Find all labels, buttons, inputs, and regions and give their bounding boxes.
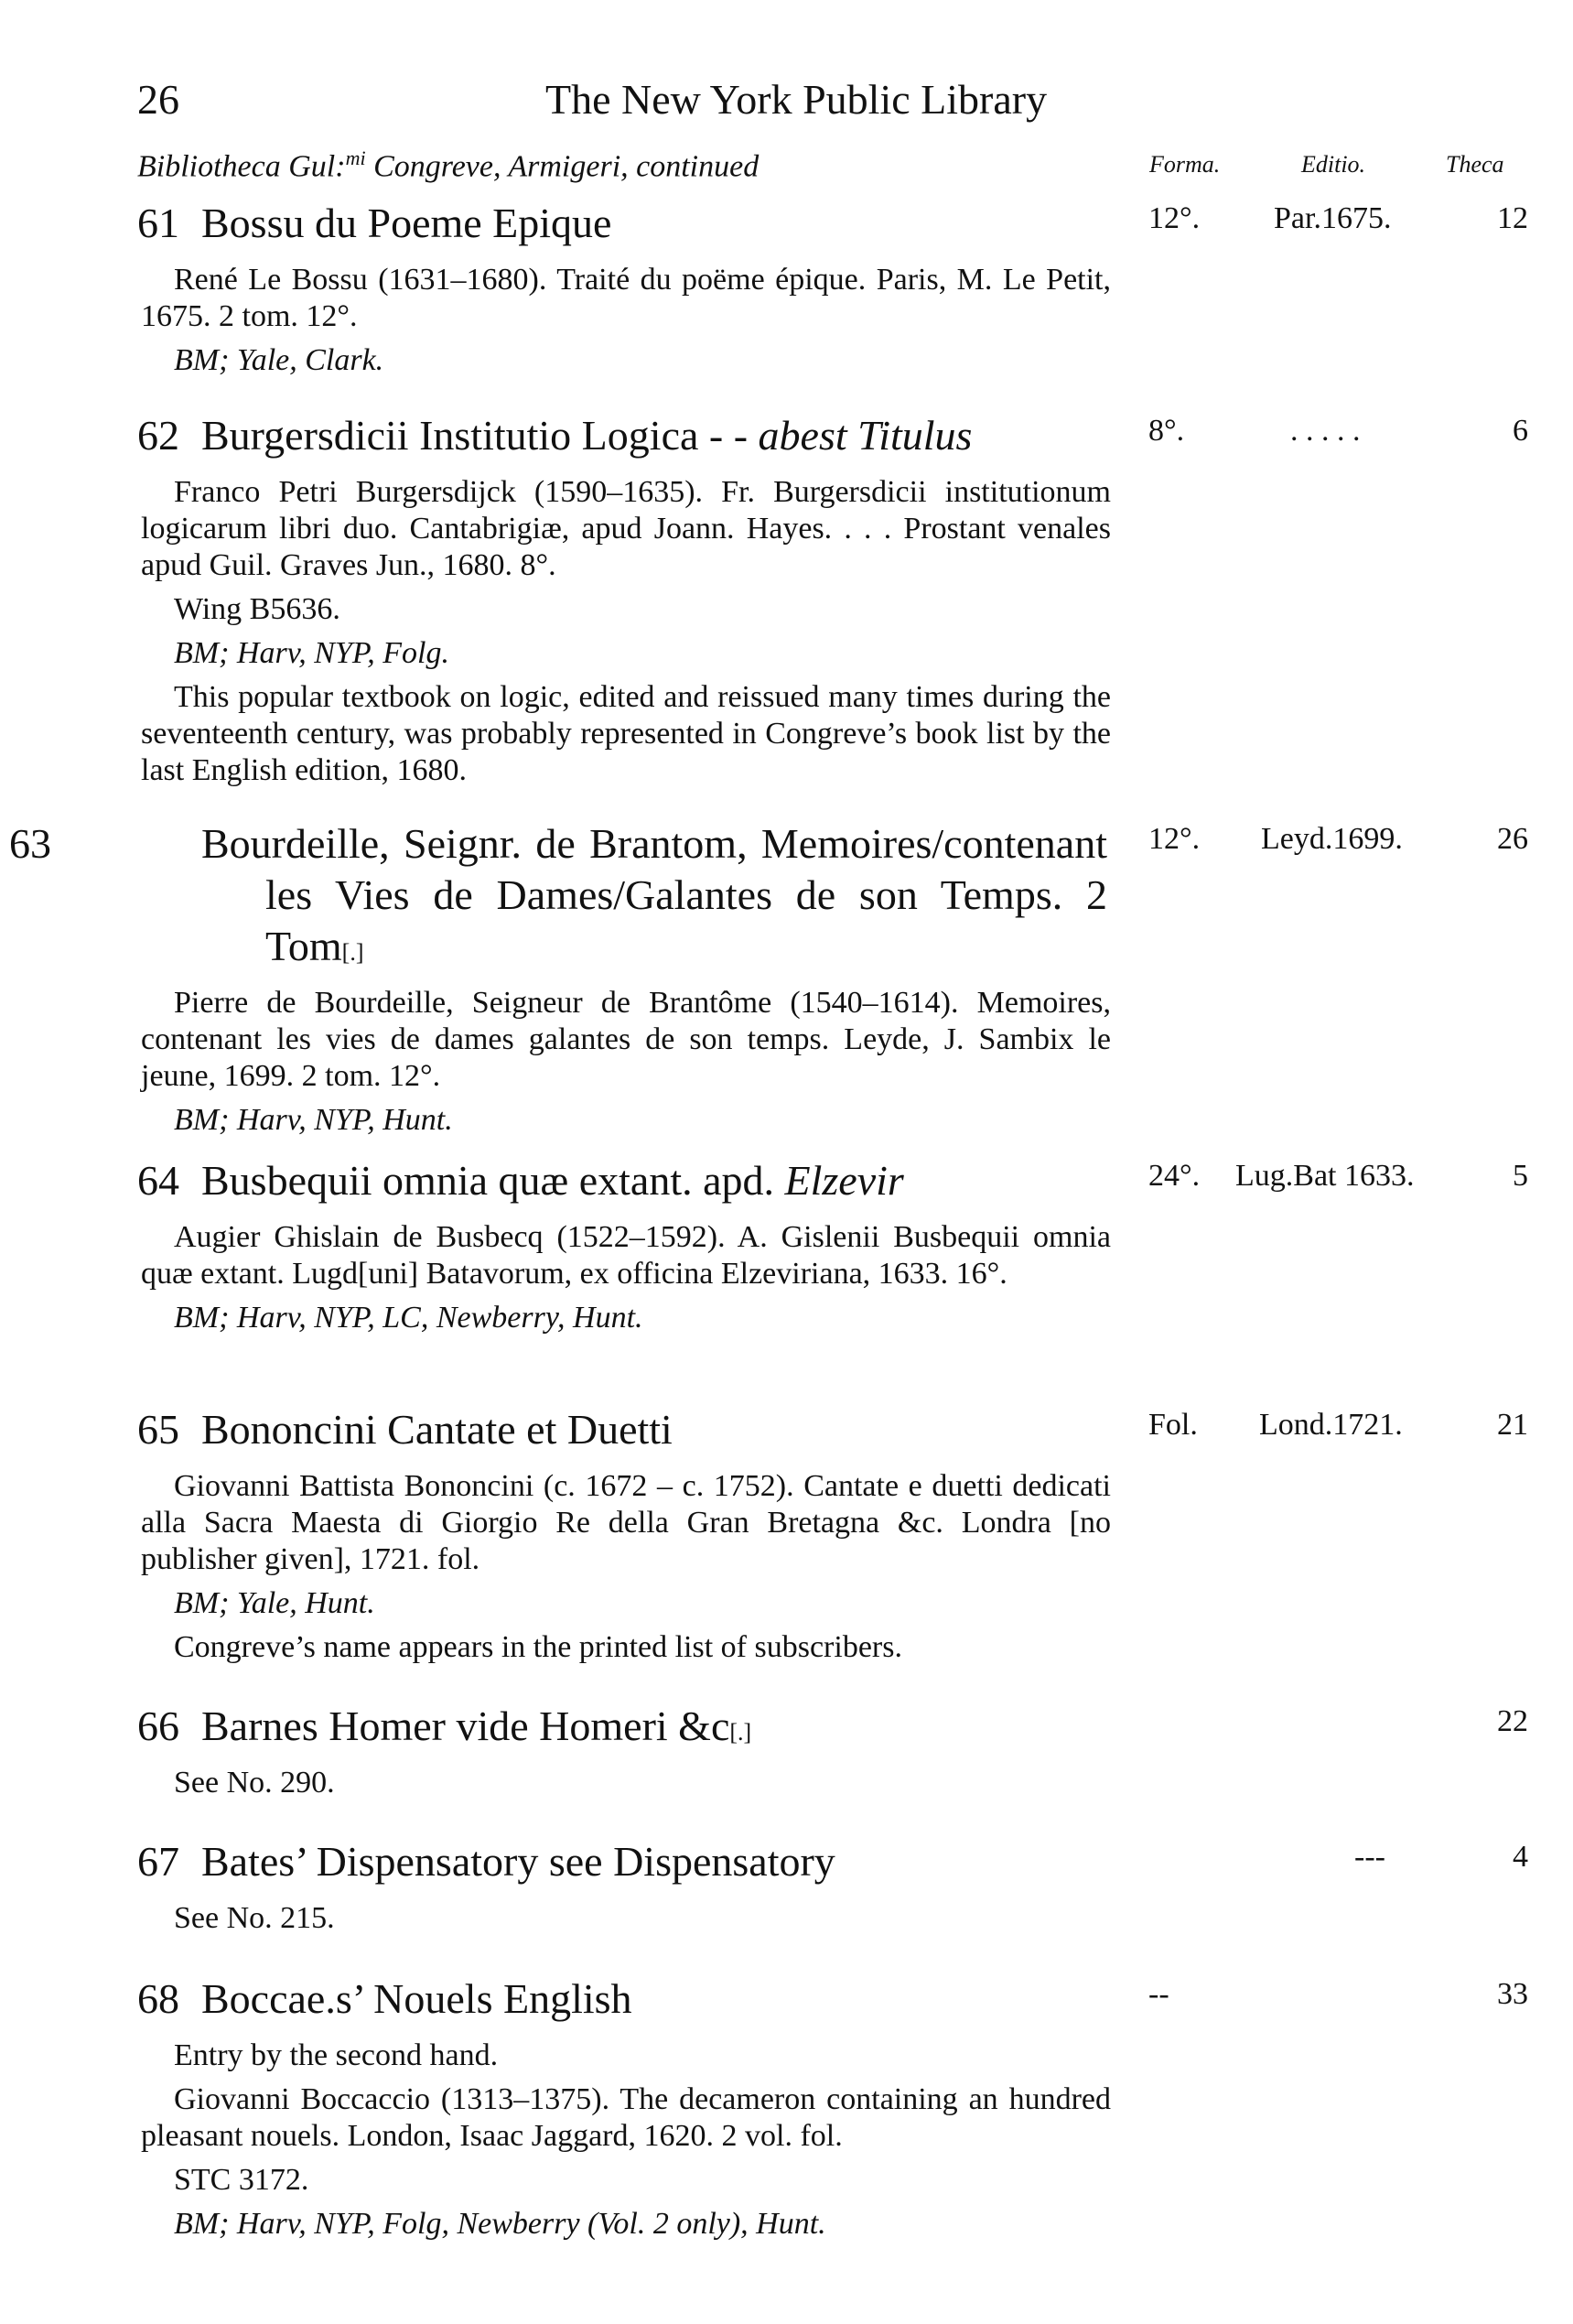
entry-description: René Le Bossu (1631–1680). Traité du poëme épique. Paris, M. Le Petit, 1675. 2 tom. 12°. xyxy=(141,263,1111,333)
entry-title xyxy=(9,818,1107,978)
entry-title-bracket: [.] xyxy=(729,1719,752,1746)
entry-reference: Wing B5636. xyxy=(174,592,340,626)
entry-editio: Par.1675. xyxy=(1274,201,1392,235)
entry-title xyxy=(137,410,1107,461)
catalog-entry-62 xyxy=(137,410,1565,789)
column-heading-forma: Forma. xyxy=(1149,151,1221,178)
continuation-prefix: Bibliotheca Gul: xyxy=(137,149,346,184)
entry-editio: Lug.Bat 1633. xyxy=(1235,1159,1415,1193)
entry-editio: . . . . . xyxy=(1290,414,1361,448)
entry-title-bracket: [.] xyxy=(341,939,364,966)
entry-number: 64 xyxy=(137,1157,179,1204)
entry-number: 62 xyxy=(137,412,179,459)
entry-description: Franco Petri Burgersdijck (1590–1635). Fr. Burgersdicii institutionum logicarum libri duo. Cantabrigiæ, apud Joann. Hayes. . . . Prostant venales apud Guil. Graves Jun., 1680. 8°. xyxy=(141,475,1111,582)
entry-theca: 6 xyxy=(1513,414,1528,448)
entry-editio: --- xyxy=(1354,1840,1385,1874)
catalog-entry-67 xyxy=(137,1836,1565,1937)
entry-holdings: BM; Harv, NYP, Folg. xyxy=(174,636,449,670)
entry-holdings: BM; Yale, Hunt. xyxy=(174,1586,375,1620)
continuation-heading xyxy=(137,146,759,184)
entry-title-text: Busbequii omnia quæ extant. apd. xyxy=(201,1157,785,1204)
entry-title xyxy=(137,198,1107,249)
entry-number: 65 xyxy=(137,1406,179,1453)
entry-description: Giovanni Boccaccio (1313–1375). The decameron containing an hundred pleasant nouels. London, Isaac Jaggard, 1620. 2 vol. fol. xyxy=(141,2082,1111,2153)
entry-title-text: Bononcini Cantate et Duetti xyxy=(201,1406,673,1453)
entry-number: 63 xyxy=(9,820,51,867)
entry-title xyxy=(137,1973,1107,2025)
entry-holdings: BM; Harv, NYP, Hunt. xyxy=(174,1103,453,1137)
entry-holdings: BM; Harv, NYP, Folg, Newberry (Vol. 2 only), Hunt. xyxy=(174,2207,826,2241)
entry-theca: 21 xyxy=(1497,1408,1528,1442)
entry-number: 66 xyxy=(137,1702,179,1749)
entry-description: Giovanni Battista Bononcini (c. 1672 – c. 1752). Cantate e duetti dedicati alla Sacra Maesta di Giorgio Re della Gran Bretagna &c. Londra [no publisher given], 1721. fol. xyxy=(141,1469,1111,1576)
catalog-entry-64 xyxy=(137,1155,1565,1336)
entry-number: 61 xyxy=(137,200,179,246)
catalog-entry-68 xyxy=(137,1973,1565,2243)
entry-theca: 12 xyxy=(1497,201,1528,235)
continuation-superscript: mi xyxy=(345,146,366,169)
entry-description: Pierre de Bourdeille, Seigneur de Brantôme (1540–1614). Memoires, contenant les vies de dames galantes de son temps. Leyde, J. Sambix le jeune, 1699. 2 tom. 12°. xyxy=(141,986,1111,1093)
entry-forma: 24°. xyxy=(1148,1159,1201,1193)
entry-note: This popular textbook on logic, edited and reissued many times during the seventeenth century, was probably represented in Congreve’s book list by the last English edition, 1680. xyxy=(141,680,1111,787)
continuation-suffix: Congreve, Armigeri, continued xyxy=(365,149,760,184)
entry-title-italic: Elzevir xyxy=(784,1157,904,1204)
catalog-entry-61 xyxy=(137,198,1565,379)
entry-title xyxy=(137,1404,1107,1455)
entry-reference: See No. 290. xyxy=(174,1766,335,1800)
entry-holdings: BM; Harv, NYP, LC, Newberry, Hunt. xyxy=(174,1301,643,1335)
running-title: The New York Public Library xyxy=(545,76,1048,123)
entry-forma: 12°. xyxy=(1148,201,1201,235)
entry-editio: Lond.1721. xyxy=(1259,1408,1403,1442)
entry-title xyxy=(137,1836,1107,1887)
entry-title-text: Barnes Homer vide Homeri &c xyxy=(201,1702,730,1749)
catalog-entry-66 xyxy=(137,1701,1565,1801)
entry-forma: 8°. xyxy=(1148,414,1185,448)
entry-number: 67 xyxy=(137,1838,179,1885)
entry-description: Augier Ghislain de Busbecq (1522–1592). A. Gislenii Busbequii omnia quæ extant. Lugd[uni] Batavorum, ex officina Elzeviriana, 1633. 16°. xyxy=(141,1220,1111,1291)
entry-forma: 12°. xyxy=(1148,822,1201,856)
entry-title-text: Burgersdicii Institutio Logica - - xyxy=(201,412,759,459)
column-heading-editio: Editio. xyxy=(1301,151,1366,178)
entry-editio: Leyd.1699. xyxy=(1261,822,1403,856)
page-number: 26 xyxy=(137,76,179,123)
catalog-entry-65 xyxy=(137,1404,1565,1666)
entry-forma: -- xyxy=(1148,1977,1169,2011)
entry-reference: See No. 215. xyxy=(174,1901,335,1935)
column-heading-theca: Theca xyxy=(1446,151,1504,178)
entry-title-text: Boccae.s’ Nouels English xyxy=(201,1975,632,2022)
entry-title-text: Bourdeille, Seignr. de Brantom, Memoires/contenant les Vies de Dames/Galantes de son Temps. 2 Tom xyxy=(201,820,1107,969)
entry-title-italic: abest Titulus xyxy=(758,412,973,459)
entry-title xyxy=(137,1155,1107,1206)
entry-note: Congreve’s name appears in the printed list of subscribers. xyxy=(174,1630,902,1664)
entry-title-text: Bates’ Dispensatory see Dispensatory xyxy=(201,1838,835,1885)
entry-theca: 33 xyxy=(1497,1977,1528,2011)
entry-reference: STC 3172. xyxy=(174,2163,309,2197)
entry-hand-note: Entry by the second hand. xyxy=(174,2038,499,2072)
entry-number: 68 xyxy=(137,1975,179,2022)
entry-forma: Fol. xyxy=(1148,1408,1198,1442)
entry-holdings: BM; Yale, Clark. xyxy=(174,343,384,377)
catalog-entry-63 xyxy=(9,818,1565,1139)
entry-title-text: Bossu du Poeme Epique xyxy=(201,200,612,246)
entry-title xyxy=(137,1701,1107,1758)
entry-theca: 22 xyxy=(1497,1704,1528,1738)
entry-theca: 26 xyxy=(1497,822,1528,856)
entry-theca: 4 xyxy=(1513,1840,1528,1874)
entry-theca: 5 xyxy=(1513,1159,1528,1193)
